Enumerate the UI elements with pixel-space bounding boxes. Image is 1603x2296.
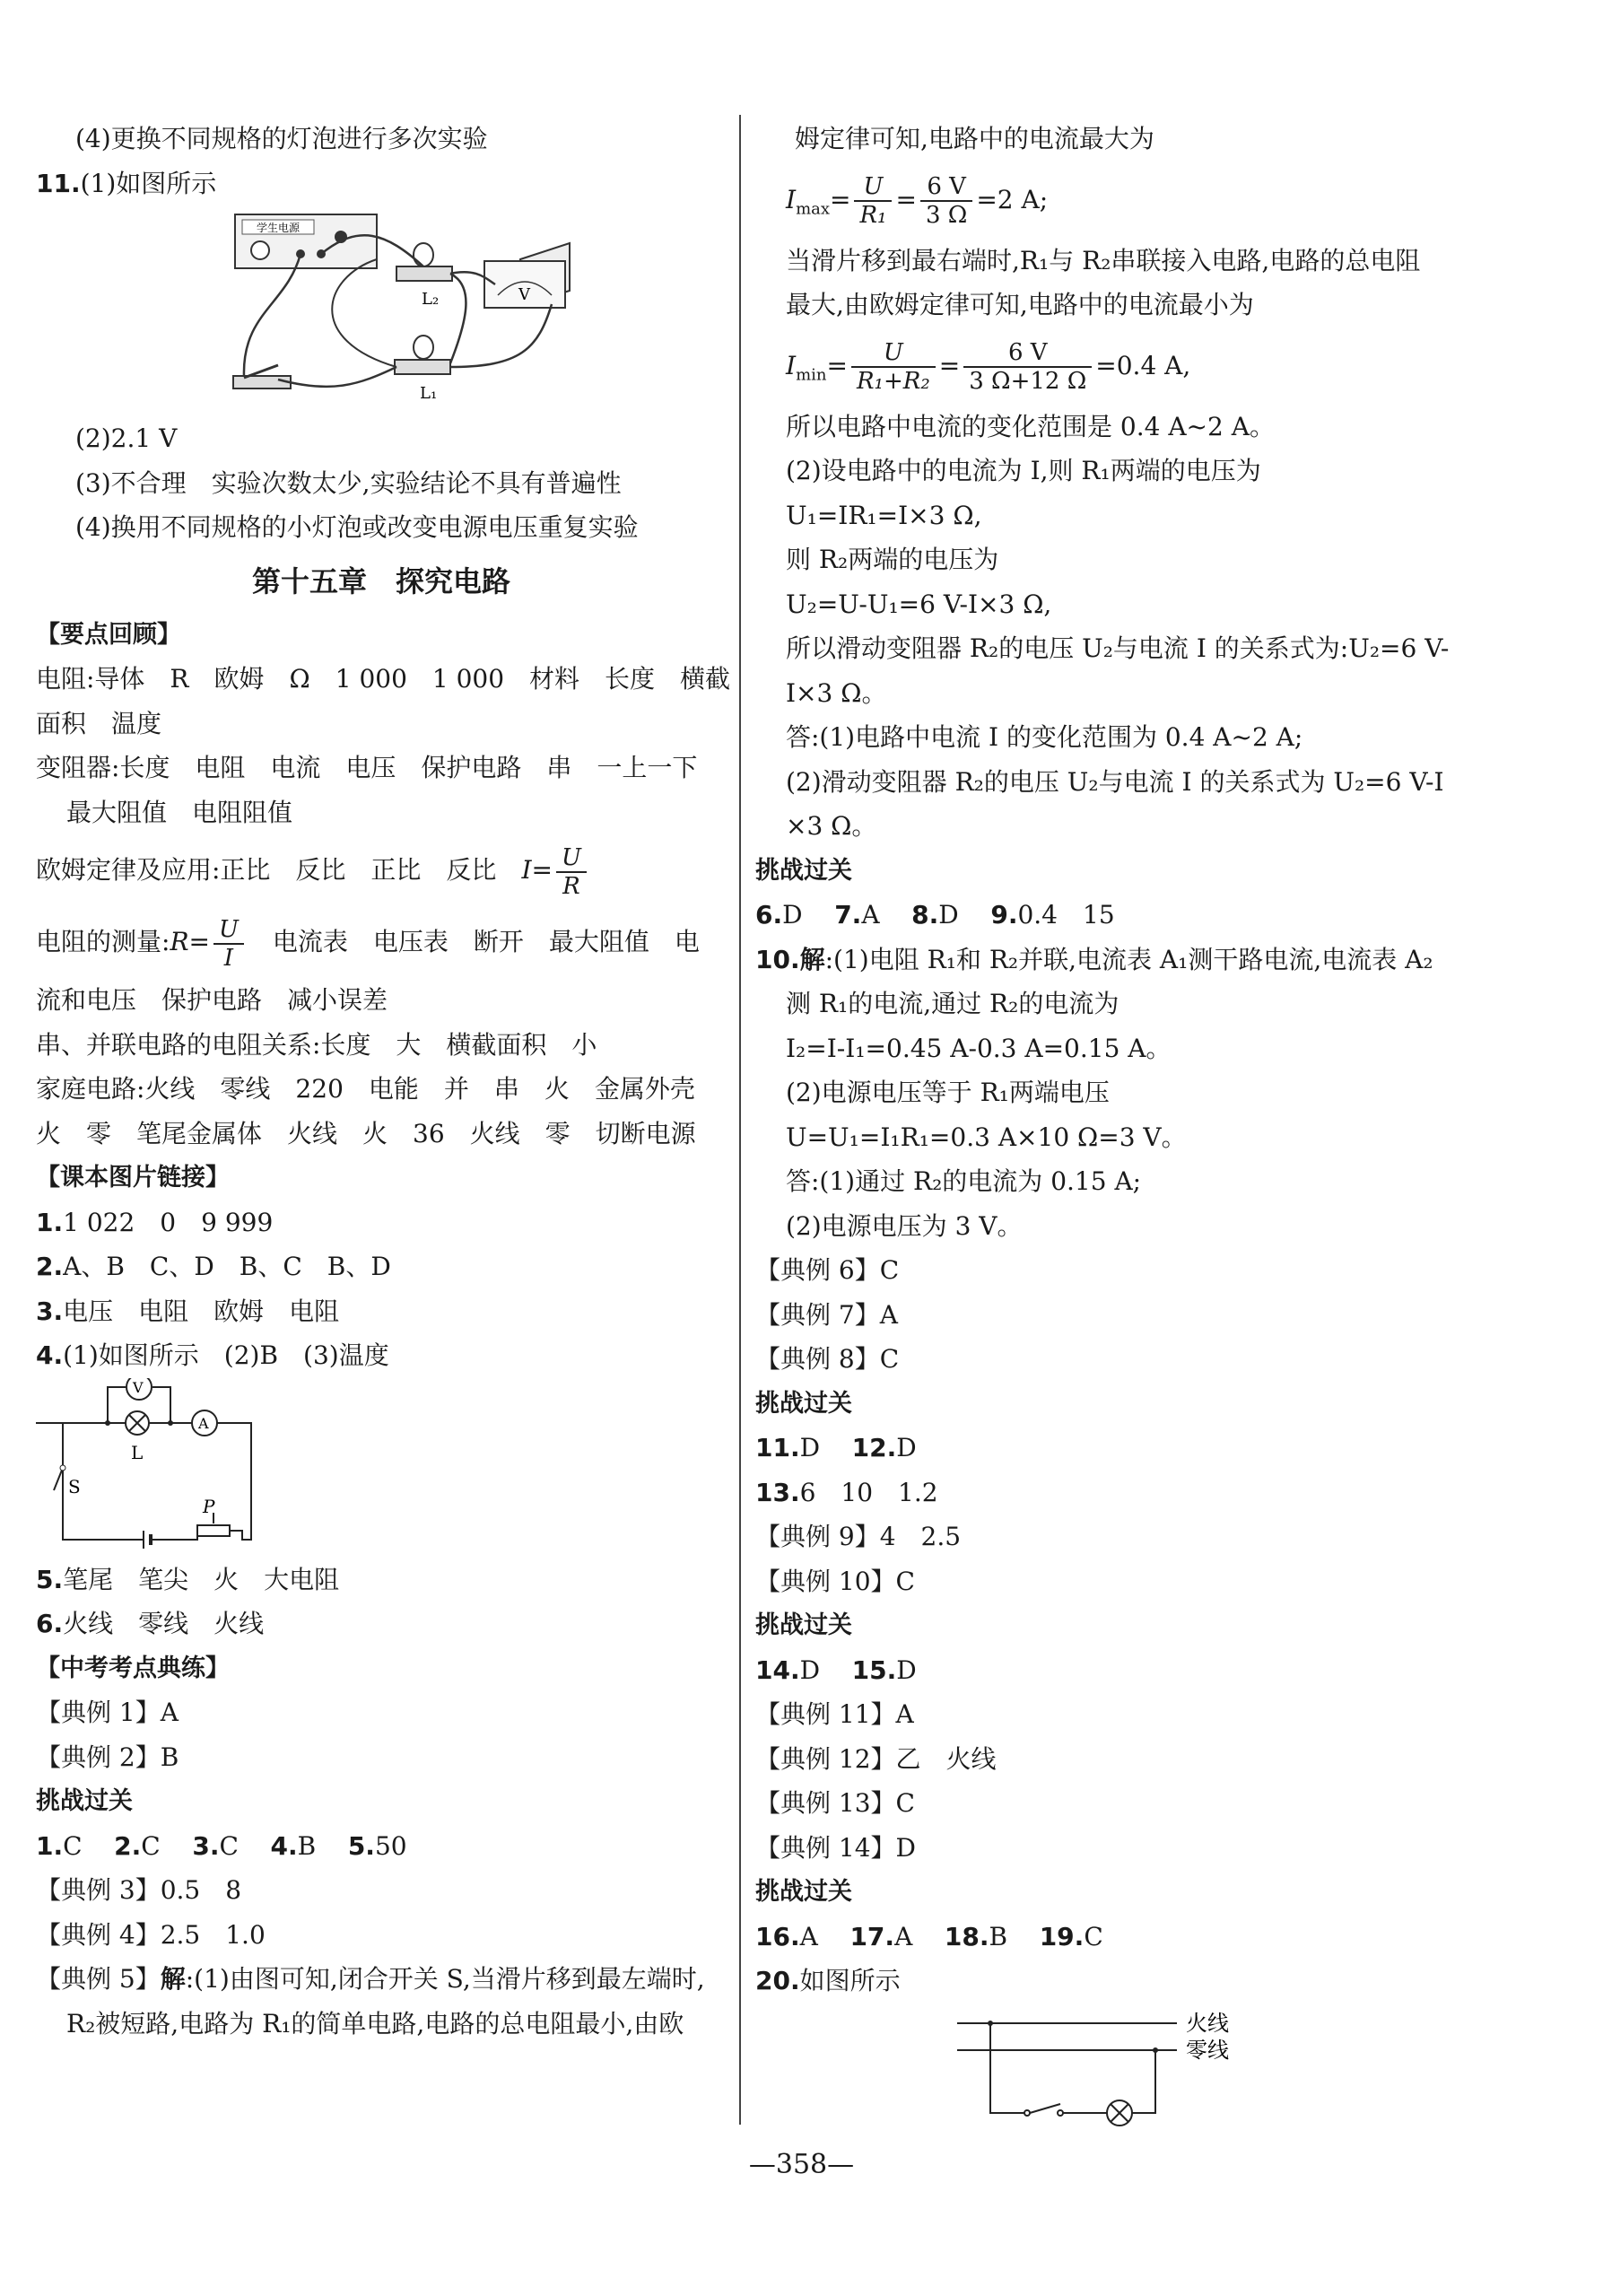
solution-line: ×3 Ω。 [786, 811, 877, 841]
equation-imin: $I_{min}=$ $\frac{U}{\text{R₁+R₂}}$ = $\frac{6 V}{3 \Omega+12 \Omega}$ =0.4 A, [786, 339, 1191, 395]
example-answer: 【典例 9】4 2.5 [755, 1522, 962, 1551]
example-answer: 【典例 14】D [755, 1832, 916, 1863]
question-10: 10.解:(1)电阻 R₁和 R₂并联,电流表 A₁测干路电流,电流表 A₂ [755, 944, 1433, 974]
label-l2: L₂ [422, 290, 440, 309]
solution-line: 测 R₁的电流,通过 R₂的电流为 [786, 989, 1119, 1018]
answer-row: 11.D 12.D [755, 1433, 917, 1462]
section-heading: 挑战过关 [755, 1878, 852, 1906]
example-answer: 【典例 13】C [755, 1788, 915, 1818]
section-heading: 挑战过关 [755, 1389, 852, 1418]
solution-line: (2)电源电压等于 R₁两端电压 [786, 1078, 1110, 1107]
review-line: 电阻:导体 R 欧姆 Ω 1 000 1 000 材料 长度 横截 [36, 664, 731, 694]
fraction: $\frac{U}{I}$ [213, 916, 244, 972]
solution-line: 所以滑动变阻器 R₂的电压 U₂与电流 I 的关系式为:U₂=6 V- [786, 633, 1450, 663]
switch-label: S [68, 1475, 81, 1497]
example-answer: 【典例 4】2.5 1.0 [36, 1919, 266, 1950]
solution-line: 答:(1)通过 R₂的电流为 0.15 A; [786, 1166, 1142, 1196]
solution-line: 所以电路中电流的变化范围是 0.4 A~2 A。 [786, 411, 1275, 441]
switch-icon [233, 376, 291, 388]
answer-line: 4.(1)如图所示 (2)B (3)温度 [36, 1340, 389, 1370]
solution-line: I₂=I-I₁=0.45 A-0.3 A=0.15 A。 [786, 1033, 1172, 1063]
section-heading: 【中考考点典练】 [36, 1654, 230, 1682]
slider-label: P [203, 1495, 215, 1517]
rheostat-icon [197, 1525, 230, 1536]
answer-line: 1.1 022 0 9 999 [36, 1207, 274, 1237]
bulb-l2-icon [414, 243, 433, 266]
section-heading: 挑战过关 [755, 856, 852, 885]
section-heading: 【要点回顾】 [36, 620, 181, 649]
section-heading: 挑战过关 [755, 1611, 852, 1639]
review-line: 流和电压 保护电路 减小误差 [36, 985, 388, 1015]
solution-line: 则 R₂两端的电压为 [786, 545, 999, 574]
voltmeter-label: V [133, 1378, 144, 1396]
example-answer: 【典例 2】B [36, 1742, 179, 1772]
review-line: 家庭电路:火线 零线 220 电能 并 串 火 金属外壳 [36, 1074, 695, 1104]
answer-line: 5.笔尾 笔尖 火 大电阻 [36, 1564, 340, 1594]
solution-line: I×3 Ω。 [786, 677, 887, 708]
example-answer: 【典例 10】C [755, 1566, 915, 1596]
example-answer: 【典例 7】A [755, 1299, 898, 1330]
answer-line: (3)不合理 实验次数太少,实验结论不具有普遍性 [75, 467, 622, 498]
lamp-label: L [131, 1441, 144, 1463]
circuit-diagram-figure [36, 1378, 727, 1558]
review-line: 面积 温度 [36, 708, 162, 738]
answer-line: (4)更换不同规格的灯泡进行多次实验 [75, 124, 488, 153]
household-circuit-figure [755, 2004, 1455, 2138]
circuit-photo-svg [36, 205, 727, 416]
example-answer: 【典例 12】乙 火线 [755, 1743, 997, 1774]
page-number: —358— [748, 2149, 855, 2180]
solution-line: U₂=U-U₁=6 V-I×3 Ω, [786, 589, 1052, 619]
switch-s-icon [54, 1468, 63, 1490]
answer-row: 1.C 2.C 3.C 4.B 5.50 [36, 1830, 407, 1861]
review-line: 变阻器:长度 电阻 电流 电压 保护电路 串 一上一下 [36, 753, 698, 782]
circuit-photo-figure [36, 205, 727, 416]
right-column [755, 117, 1455, 2138]
fraction: $\frac{U}{R}$ [556, 844, 587, 900]
power-supply-label: 学生电源 [256, 222, 301, 234]
example-answer: 【典例 8】C [755, 1344, 900, 1374]
example-answer: R₂被短路,电路为 R₁的简单电路,电路的总电阻最小,由欧 [66, 2008, 684, 2038]
left-column [36, 117, 731, 2046]
solution-line: (2)设电路中的电流为 I,则 R₁两端的电压为 [786, 456, 1261, 485]
review-line-measure: 电阻的测量:R= $\frac{U}{I}$ 电流表 电压表 断开 最大阻值 电 [36, 915, 700, 972]
answer-line: 6.火线 零线 火线 [36, 1609, 265, 1638]
ammeter-label: A [198, 1414, 209, 1432]
solution-line: (2)滑动变阻器 R₂的电压 U₂与电流 I 的关系式为 U₂=6 V-I [786, 766, 1444, 797]
review-line: 最大阻值 电阻阻值 [66, 797, 293, 827]
chapter-title: 第十五章 探究电路 [251, 563, 510, 598]
solution-line: 姆定律可知,电路中的电流最大为 [795, 124, 1154, 153]
question-11: 11.(1)如图所示 [36, 168, 217, 198]
answer-line: (4)换用不同规格的小灯泡或改变电源电压重复实验 [75, 512, 639, 542]
switch-icon [1030, 2104, 1060, 2113]
knob-icon [251, 241, 269, 259]
label-l1: L₁ [420, 384, 438, 403]
example-answer: 【典例 1】A [36, 1698, 179, 1727]
solution-line: U₁=IR₁=I×3 Ω, [786, 500, 982, 530]
neutral-wire-label: 零线 [1186, 2037, 1229, 2063]
answer-row: 16.A 17.A 18.B 19.C [755, 1921, 1103, 1951]
solution-line: (2)电源电压为 3 V。 [786, 1210, 1023, 1241]
answer-line: 13.6 10 1.2 [755, 1477, 938, 1507]
circuit-diagram-svg [36, 1378, 727, 1558]
review-line: 火 零 笔尾金属体 火线 火 36 火线 零 切断电源 [36, 1118, 696, 1148]
live-wire-label: 火线 [1186, 2010, 1229, 2036]
answer-row: 14.D 15.D [755, 1654, 917, 1685]
answer-line: 3.电压 电阻 欧姆 电阻 [36, 1296, 340, 1326]
section-heading: 挑战过关 [36, 1787, 133, 1815]
review-line-ohm: 欧姆定律及应用:正比 反比 正比 反比 I= $\frac{U}{R}$ [36, 834, 727, 906]
household-circuit-svg [755, 2004, 1455, 2138]
review-line: 串、并联电路的电阻关系:长度 大 横截面积 小 [36, 1029, 597, 1060]
section-heading: 【课本图片链接】 [36, 1164, 230, 1192]
example-answer: 【典例 6】C [755, 1255, 900, 1285]
column-divider [739, 115, 741, 2125]
answer-row: 6.D 7.A 8.D 9.0.4 15 [755, 900, 1115, 930]
equation-imax: $I_{max}=$ $\frac{U}{\text{R₁}}$ = $\frac{6 V}{3 \Omega}$ =2 A; [786, 173, 1049, 229]
answer-line: 2.A、B C、D B、C B、D [36, 1252, 391, 1281]
example-answer: 【典例 11】A [755, 1699, 914, 1729]
solution-line: 当滑片移到最右端时,R₁与 R₂串联接入电路,电路的总电阻 [786, 245, 1421, 275]
voltmeter-label: V [518, 285, 530, 304]
question-20: 20.如图所示 [755, 1966, 901, 1995]
example-answer: 【典例 3】0.5 8 [36, 1875, 242, 1905]
solution-line: 答:(1)电路中电流 I 的变化范围为 0.4 A~2 A; [786, 722, 1303, 752]
example-answer: 【典例 5】解:(1)由图可知,闭合开关 S,当滑片移到最左端时, [36, 1964, 705, 1994]
solution-line: 最大,由欧姆定律可知,电路中的电流最小为 [786, 290, 1254, 319]
answer-line: (2)2.1 V [75, 423, 178, 453]
solution-line: U=U₁=I₁R₁=0.3 A×10 Ω=3 V。 [786, 1122, 1187, 1152]
bulb-l1-icon [414, 336, 433, 359]
